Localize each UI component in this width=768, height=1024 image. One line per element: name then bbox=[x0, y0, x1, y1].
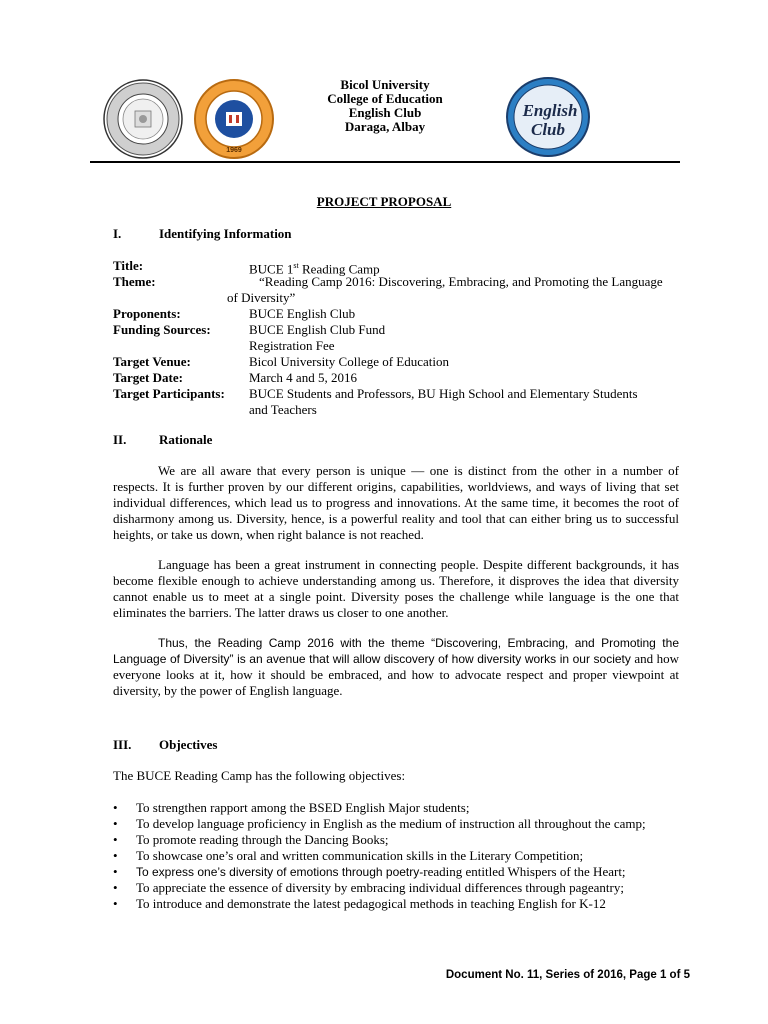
rationale-paragraph-3-sans: Thus, the Reading Camp 2016 with the theme “Discovering, Embracing, and Promoting the Language of Diversity” is an avenue that will allow discovery of how diversity works in our society bbox=[113, 636, 679, 666]
list-item: • To appreciate the essence of diversity by embracing individual differences through pageantry; bbox=[113, 880, 693, 896]
english-club-logo-icon bbox=[505, 76, 591, 158]
club-logo-word-club: Club bbox=[530, 120, 566, 139]
theme-value-line2: of Diversity” bbox=[227, 290, 296, 305]
bicol-university-seal-icon bbox=[102, 78, 184, 160]
section-1-number: I. bbox=[113, 226, 122, 241]
date-label: Target Date: bbox=[113, 370, 183, 385]
date-row bbox=[113, 370, 183, 386]
section-2-number: II. bbox=[113, 432, 127, 447]
list-item: • To introduce and demonstrate the latest pedagogical methods in teaching English for K-12 bbox=[113, 896, 693, 912]
venue-value: Bicol University College of Education bbox=[249, 354, 450, 369]
letterhead bbox=[280, 78, 490, 134]
participants-row bbox=[113, 386, 225, 402]
date-value: March 4 and 5, 2016 bbox=[249, 370, 357, 385]
coe-seal-year: 1969 bbox=[226, 147, 242, 154]
rationale-paragraph-2: Language has been a great instrument in connecting people. Despite different backgrounds, it has become flexible enough to achieve understanding among us. Therefore, it disproves the idea that diversity cannot enable us to meet at a single point. Diversity poses the challenge while language is the one that eliminates the barriers. The latter draws us closer to one another. bbox=[113, 557, 679, 620]
header-divider bbox=[90, 161, 680, 163]
funding-row bbox=[113, 322, 211, 338]
participants-label: Target Participants: bbox=[113, 386, 225, 401]
proponents-row bbox=[113, 306, 181, 322]
objectives-intro: The BUCE Reading Camp has the following objectives: bbox=[113, 768, 406, 783]
theme-value-line1: “Reading Camp 2016: Discovering, Embracing, and Promoting the Language bbox=[259, 274, 663, 289]
list-item-5-sans: To express one’s diversity of emotions through poetry- bbox=[136, 865, 424, 879]
list-item: • To showcase one’s oral and written communication skills in the Literary Competition; bbox=[113, 848, 693, 864]
funding-value-2: Registration Fee bbox=[249, 338, 335, 353]
rationale-paragraph-3-serif: and how everyone looks at it, how it should be embraced, and how to advocate respect and proper viewpoint at diversity, by the power of English language. bbox=[113, 651, 679, 698]
section-1-heading: Identifying Information bbox=[159, 226, 292, 241]
list-item: • To strengthen rapport among the BSED English Major students; bbox=[113, 800, 693, 816]
letterhead-location: Daraga, Albay bbox=[344, 119, 426, 134]
venue-row bbox=[113, 354, 191, 370]
objectives-list bbox=[113, 800, 693, 912]
letterhead-club: English Club bbox=[348, 105, 422, 120]
list-item bbox=[113, 864, 693, 880]
list-item: • To promote reading through the Dancing Books; bbox=[113, 832, 693, 848]
letterhead-university: Bicol University bbox=[340, 77, 430, 92]
section-2-heading: Rationale bbox=[159, 432, 213, 447]
document-title: PROJECT PROPOSAL bbox=[316, 194, 452, 209]
participants-value-2: and Teachers bbox=[249, 402, 317, 417]
letterhead-college: College of Education bbox=[327, 91, 443, 106]
proponents-label: Proponents: bbox=[113, 306, 181, 321]
title-value: BUCE 1st Reading Camp bbox=[249, 261, 380, 277]
list-item: • To develop language proficiency in English as the medium of instruction all throughout the camp; bbox=[113, 816, 693, 832]
club-logo-word-english: English bbox=[522, 101, 578, 120]
section-3-number: III. bbox=[113, 737, 132, 752]
list-item-5-serif: reading entitled Whispers of the Heart; bbox=[423, 864, 626, 879]
theme-label: Theme: bbox=[113, 274, 156, 289]
rationale-paragraph-3 bbox=[113, 635, 679, 699]
theme-row bbox=[113, 274, 156, 290]
venue-label: Target Venue: bbox=[113, 354, 191, 369]
rationale-paragraph-1: We are all aware that every person is unique — one is distinct from the other in a number of respects. It is further proven by our different origins, capabilities, worldviews, and ways of living that set individual differences, which lead us to progress and innovations. At the same time, it becomes the root of disharmony among us. Diversity, hence, is a powerful reality and tool that can either bring us to successful heights, or take us down, when right balance is not reached. bbox=[113, 463, 679, 542]
rationale-body bbox=[113, 463, 679, 699]
college-of-education-seal-icon bbox=[193, 78, 275, 160]
participants-value-1: BUCE Students and Professors, BU High School and Elementary Students bbox=[249, 386, 638, 401]
funding-value-1: BUCE English Club Fund bbox=[249, 322, 386, 337]
title-row bbox=[113, 258, 143, 274]
proponents-value: BUCE English Club bbox=[249, 306, 356, 321]
title-label: Title: bbox=[113, 258, 144, 273]
section-3-heading: Objectives bbox=[159, 737, 218, 752]
funding-label: Funding Sources: bbox=[113, 322, 211, 337]
page-footer: Document No. 11, Series of 2016, Page 1 of 5 bbox=[445, 969, 690, 981]
